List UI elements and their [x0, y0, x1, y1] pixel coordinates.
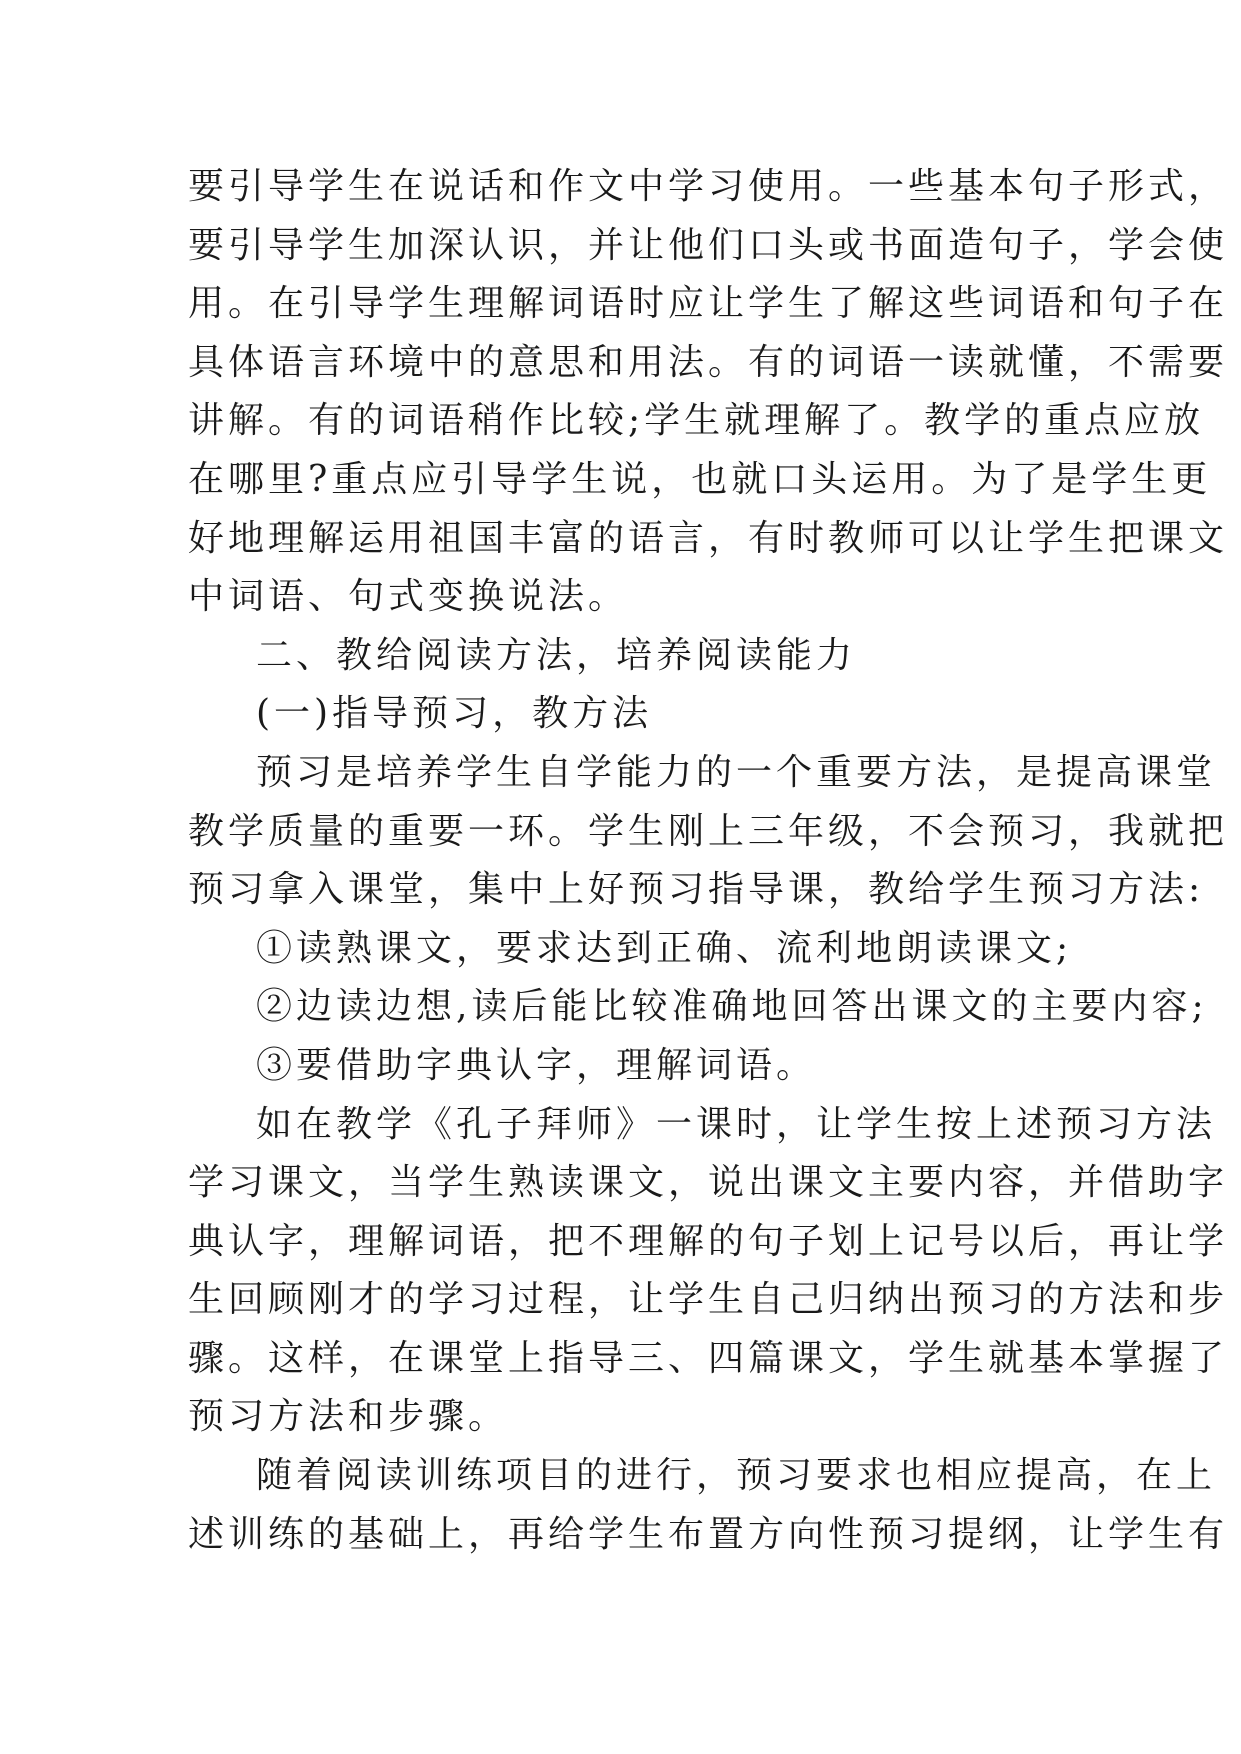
text-line: 典认字，理解词语，把不理解的句子划上记号以后，再让学: [188, 1220, 1229, 1262]
text-line: 在哪里?重点应引导学生说，也就口头运用。为了是学生更: [188, 458, 1212, 500]
text-line: 述训练的基础上，再给学生布置方向性预习提纲，让学生有: [188, 1513, 1229, 1555]
body-text: [188, 158, 1229, 1564]
text-line: 中词语、句式变换说法。: [188, 576, 629, 618]
text-line: 骤。这样，在课堂上指导三、四篇课文，学生就基本掌握了: [188, 1337, 1229, 1379]
text-line: 要引导学生加深认识，并让他们口头或书面造句子，学会使: [188, 224, 1229, 266]
text-line: 学习课文，当学生熟读课文，说出课文主要内容，并借助字: [188, 1162, 1229, 1204]
text-line: 预习拿入课堂，集中上好预习指导课，教给学生预习方法:: [188, 869, 1205, 911]
text-line: 讲解。有的词语稍作比较;学生就理解了。教学的重点应放: [188, 400, 1205, 442]
text-line: 如在教学《孔子拜师》一课时，让学生按上述预习方法: [256, 1103, 1217, 1145]
text-line: 随着阅读训练项目的进行，预习要求也相应提高，在上: [256, 1455, 1217, 1497]
text-line: 教学质量的重要一环。学生刚上三年级，不会预习，我就把: [188, 810, 1229, 852]
text-line: 预习是培养学生自学能力的一个重要方法，是提高课堂: [256, 751, 1217, 793]
text-line: 二、教给阅读方法，培养阅读能力: [256, 634, 857, 676]
text-line: 要引导学生在说话和作文中学习使用。一些基本句子形式，: [188, 166, 1229, 207]
text-line: 生回顾刚才的学习过程，让学生自己归纳出预习的方法和步: [188, 1279, 1229, 1321]
text-line: (一)指导预习，教方法: [256, 693, 653, 735]
text-line: ②边读边想,读后能比较准确地回答出课文的主要内容;: [256, 986, 1208, 1028]
text-line: ③要借助字典认字，理解词语。: [256, 1044, 817, 1086]
text-line: ①读熟课文，要求达到正确、流利地朗读课文;: [256, 927, 1073, 969]
text-line: 好地理解运用祖国丰富的语言，有时教师可以让学生把课文: [188, 517, 1229, 559]
text-line: 具体语言环境中的意思和用法。有的词语一读就懂，不需要: [188, 341, 1229, 383]
text-line: 用。在引导学生理解词语时应让学生了解这些词语和句子在: [188, 283, 1229, 325]
text-line: 预习方法和步骤。: [188, 1396, 509, 1438]
